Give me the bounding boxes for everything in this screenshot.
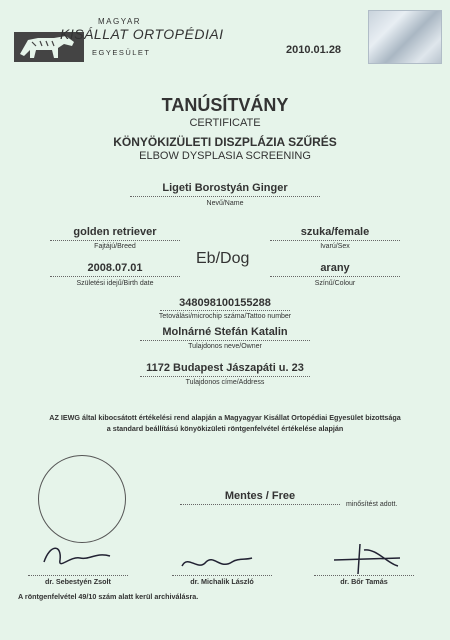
sex-line <box>270 240 400 241</box>
address-line <box>140 376 310 377</box>
breed-line <box>50 240 180 241</box>
signature-scribble-2 <box>176 548 256 578</box>
logo-line1: MAGYAR <box>98 17 142 26</box>
logo-line2: KISÁLLAT ORTOPÉDIAI <box>60 26 224 42</box>
organization-logo <box>14 14 224 70</box>
signature-line-2 <box>172 575 272 576</box>
owner-line <box>140 340 310 341</box>
dob-line <box>50 276 180 277</box>
certificate-title: TANÚSÍTVÁNY <box>161 95 289 115</box>
species: Eb/Dog <box>196 250 250 267</box>
signatory-2: dr. Michalik László <box>190 577 254 586</box>
breed-value: golden retriever <box>73 226 157 238</box>
statement-line2: a standard beállítású könyökizületi röntgenfelvétel értékelése alapján <box>106 424 344 433</box>
breed-label: Fajtájú/Breed <box>94 243 136 250</box>
tattoo-label: Tetoválási/microchip száma/Tattoo number <box>158 313 292 320</box>
colour-value: arany <box>320 262 350 274</box>
issue-date: 2010.01.28 <box>286 44 342 56</box>
dob-value: 2008.07.01 <box>87 262 143 274</box>
certificate-title-en: CERTIFICATE <box>189 117 261 129</box>
logo-line3: EGYESÜLET <box>92 48 151 57</box>
signatory-1: dr. Sebestyén Zsolt <box>45 577 111 586</box>
sex-value: szuka/female <box>300 226 370 238</box>
sex-label: Ivarú/Sex <box>320 243 350 250</box>
colour-label: Színű/Colour <box>314 280 356 287</box>
signature-scribble-1 <box>40 540 120 576</box>
signatory-3: dr. Bőr Tamás <box>340 577 388 586</box>
owner-value: Molnárné Stefán Katalin <box>162 326 288 338</box>
statement-line1: AZ IEWG által kibocsátott értékelési rend alapján a Magyagyar Kisállat Ortopédiai Egyesület bizottsága <box>49 413 401 422</box>
name-line <box>130 196 320 197</box>
archive-note: A röntgenfelvétel 49/10 szám alatt kerül archiválásra. <box>18 592 199 601</box>
dob-label: Születési idejű/Birth date <box>76 280 154 287</box>
signature-scribble-3 <box>330 540 410 576</box>
name-value: Ligeti Borostyán Ginger <box>162 182 288 194</box>
tattoo-line <box>160 310 290 311</box>
name-label: Nevű/Name <box>206 200 244 207</box>
result-value: Mentes / Free <box>224 490 296 502</box>
address-label: Tulajdonos címe/Address <box>185 379 265 386</box>
result-suffix: minősítést adott. <box>346 501 398 508</box>
colour-line <box>270 276 400 277</box>
seal-circle <box>38 455 126 543</box>
owner-label: Tulajdonos neve/Owner <box>188 343 262 350</box>
result-line <box>180 504 340 505</box>
address-value: 1172 Budapest Jászapáti u. 23 <box>146 362 304 374</box>
screening-title: KÖNYÖKIZÜLETI DISZPLÁZIA SZŰRÉS <box>113 135 337 149</box>
tattoo-value: 348098100155288 <box>179 297 271 309</box>
signature-line-1 <box>28 575 128 576</box>
signature-line-3 <box>314 575 414 576</box>
screening-title-en: ELBOW DYSPLASIA SCREENING <box>139 150 311 162</box>
hologram-sticker <box>368 10 442 64</box>
